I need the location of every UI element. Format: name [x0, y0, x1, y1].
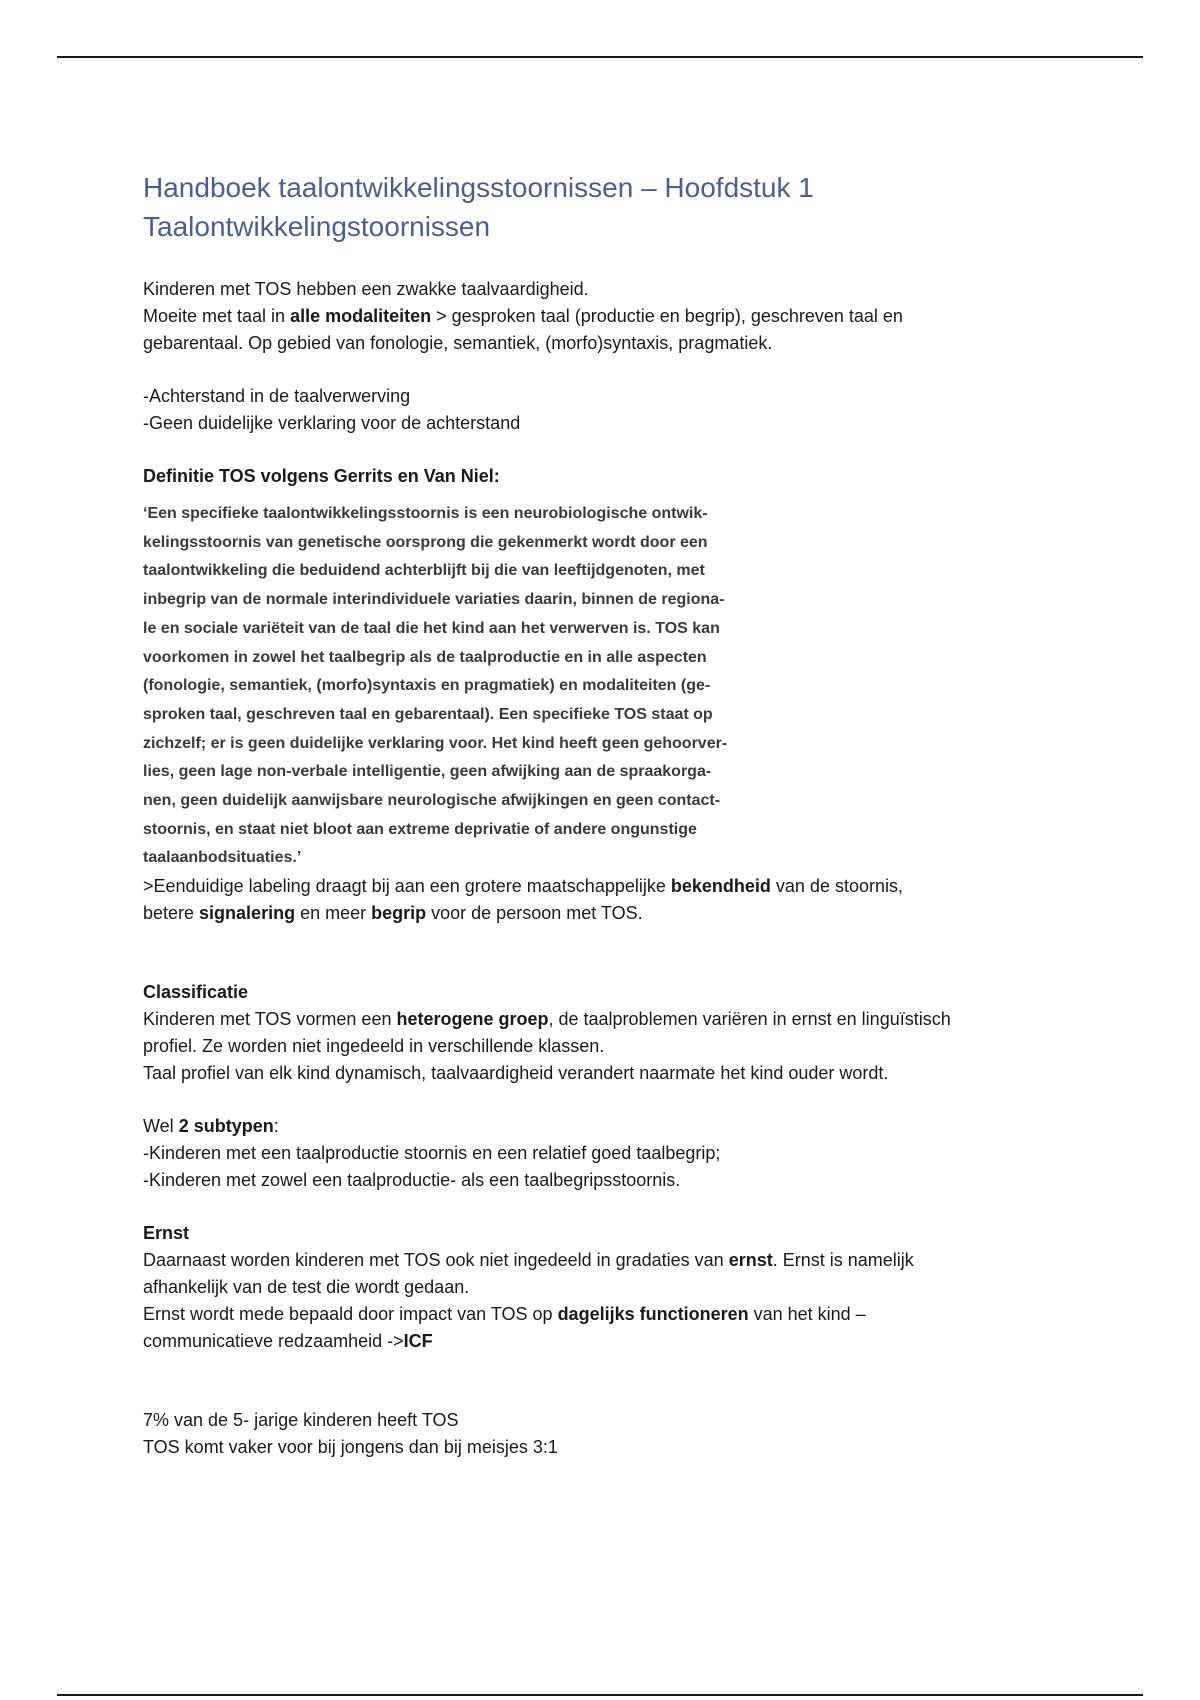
stats-line-2: TOS komt vaker voor bij jongens dan bij meisjes 3:1 [143, 1437, 558, 1458]
quote-line: taalaanbodsituaties.’ [143, 849, 302, 867]
classificatie-line-2: profiel. Ze worden niet ingedeeld in verschillende klassen. [143, 1036, 605, 1057]
top-rule [57, 56, 1143, 58]
intro-line-2: Moeite met taal in alle modaliteiten > gesproken taal (productie en begrip), geschreven taal en [143, 306, 903, 326]
quote-line: ‘Een specifieke taalontwikkelingsstoornis is een neurobiologische ontwik- [143, 505, 708, 522]
quote-line: nen, geen duidelijk aanwijsbare neurologische afwijkingen en geen contact- [143, 792, 721, 810]
quote-line: voorkomen in zowel het taalbegrip als de taalproductie en in alle aspecten [143, 648, 707, 666]
quote-line: stoornis, en staat niet bloot aan extreme deprivatie of andere ongunstige [143, 820, 697, 838]
quote-line: zichzelf; er is geen duidelijke verklaring voor. Het kind heeft geen gehoorver- [143, 734, 728, 752]
intro-line-3: gebarentaal. Op gebied van fonologie, semantiek, (morfo)syntaxis, pragmatiek. [143, 333, 773, 353]
quote-line: (fonologie, semantiek, (morfo)syntaxis en pragmatiek) en modaliteiten (ge- [143, 677, 711, 695]
ernst-heading: Ernst [143, 1223, 190, 1244]
ernst-line-1: Daarnaast worden kinderen met TOS ook niet ingedeeld in gradaties van ernst. Ernst is namelijk [143, 1250, 914, 1271]
quote-line: sproken taal, geschreven taal en gebarentaal). Een specifieke TOS staat op [143, 705, 713, 723]
stats-line-1: 7% van de 5- jarige kinderen heeft TOS [143, 1410, 459, 1431]
classificatie-line-3: Taal profiel van elk kind dynamisch, taalvaardigheid verandert naarmate het kind ouder wordt. [143, 1063, 889, 1084]
definition-heading: Definitie TOS volgens Gerrits en Van Niel: [143, 466, 500, 486]
quote-line: kelingsstoornis van genetische oorsprong die gekenmerkt wordt door een [143, 533, 708, 551]
ernst-line-3: Ernst wordt mede bepaald door impact van TOS op dagelijks functioneren van het kind – [143, 1304, 866, 1325]
ernst-line-2: afhankelijk van de test die wordt gedaan. [143, 1277, 470, 1298]
title-line-2: Taalontwikkelingstoornissen [143, 211, 491, 242]
title-line-1: Handboek taalontwikkelingsstoornissen – Hoofdstuk 1 [143, 172, 814, 203]
quote-line: inbegrip van de normale interindividuele variaties daarin, binnen de regiona- [143, 591, 725, 609]
definition-after-1: >Eenduidige labeling draagt bij aan een grotere maatschappelijke bekendheid van de stoornis, [143, 876, 903, 897]
quote-line: lies, geen lage non-verbale intelligentie, geen afwijking aan de spraakorga- [143, 763, 712, 781]
definition-quote [143, 500, 803, 873]
subtype-1: -Kinderen met een taalproductie stoornis en een relatief goed taalbegrip; [143, 1143, 721, 1164]
quote-line: taalontwikkeling die beduidend achterblijft bij die van leeftijdgenoten, met [143, 562, 705, 580]
subtype-2: -Kinderen met zowel een taalproductie- als een taalbegripsstoornis. [143, 1170, 681, 1191]
classificatie-line-1: Kinderen met TOS vormen een heterogene groep, de taalproblemen variëren in ernst en linguïstisch [143, 1009, 951, 1030]
intro-bullet-2: -Geen duidelijke verklaring voor de achterstand [143, 413, 521, 433]
bottom-rule [57, 1694, 1143, 1696]
subtypes-intro: Wel 2 subtypen: [143, 1116, 279, 1137]
ernst-line-4: communicatieve redzaamheid ->ICF [143, 1331, 433, 1352]
intro-line-1: Kinderen met TOS hebben een zwakke taalvaardigheid. [143, 279, 589, 299]
document-title [143, 168, 1103, 246]
classificatie-heading: Classificatie [143, 982, 249, 1003]
intro-bullet-1: -Achterstand in de taalverwerving [143, 386, 411, 406]
definition-after-2: betere signalering en meer begrip voor de persoon met TOS. [143, 903, 643, 924]
document-body [143, 168, 1103, 1461]
quote-line: le en sociale variëteit van de taal die het kind aan het verwerven is. TOS kan [143, 619, 720, 637]
